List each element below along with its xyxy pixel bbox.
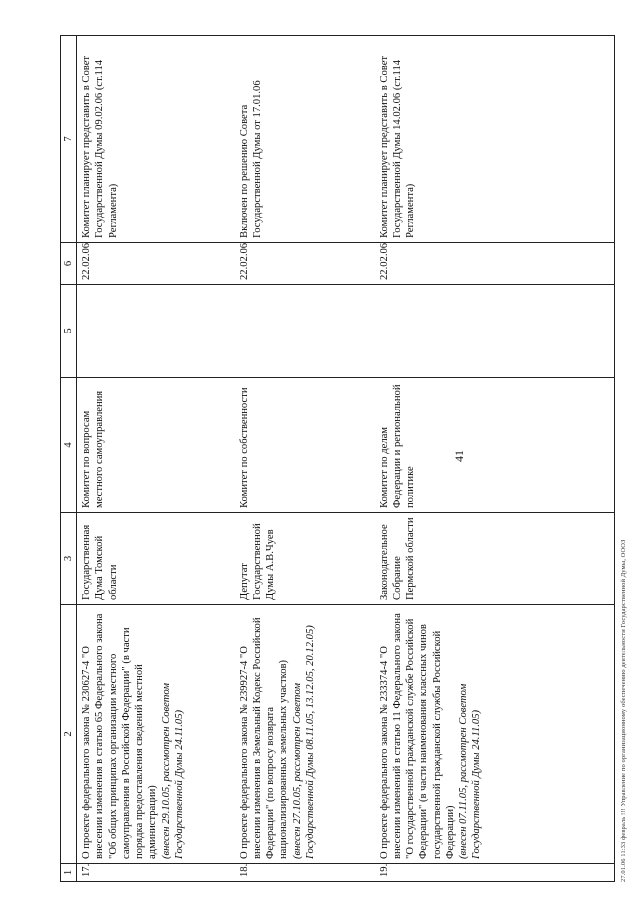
responsible-committee: Комитет по собственности [235, 378, 375, 513]
bill-author: Государственная Дума Томской области [77, 513, 235, 605]
column-5-cell [235, 285, 375, 378]
bill-cell [235, 605, 375, 864]
bill-description: О проекте федерального закона № 230627-4 "О внесении изменения в статью 65 Федерального закона "Об общих принципах организации местного самоуправления в Российской Федерации" (в части порядка предоставления сведений местной администрации) [81, 613, 159, 859]
row-number: 17. [77, 864, 235, 882]
column-5-cell [375, 285, 615, 378]
row-number: 18. [235, 864, 375, 882]
bill-note: (внесен 29.10.05, рассмотрен Советом Государственной Думы 24.11.05) [160, 683, 185, 859]
status-cell: Включен по решению Совета Государственной Думы от 17.01.06 [235, 36, 375, 243]
date-cell: 22.02.06 [375, 243, 615, 285]
page-footer: 27.01.06 11:33 февраль !!! Управление по организационному обеспечению деятельности Государственной Думы, ОООЗ [620, 539, 627, 882]
bill-note: (внесен 27.10.05, рассмотрен Советом Государственной Думы 08.11.05, 13.12.05, 20.12.05) [291, 625, 316, 859]
bill-cell [77, 605, 235, 864]
table-row [77, 36, 235, 882]
column-header-7: 7 [61, 36, 77, 243]
table-row [375, 36, 615, 882]
status-cell: Комитет планирует представить в Совет Государственной Думы 09.02.06 (ст.114 Регламента) [77, 36, 235, 243]
bills-table [60, 35, 615, 882]
bill-cell [375, 605, 615, 864]
column-header-1: 1 [61, 864, 77, 882]
page-number: 41 [452, 450, 466, 462]
row-number: 19. [375, 864, 615, 882]
column-header-6: 6 [61, 243, 77, 285]
header-row [61, 36, 77, 882]
responsible-committee: Комитет по вопросам местного самоуправления [77, 378, 235, 513]
bill-note: (внесен 07.11.05, рассмотрен Советом Государственной Думы 24.11.05) [458, 683, 483, 859]
date-cell: 22.02.06 [77, 243, 235, 285]
responsible-committee: Комитет по делам Федерации и региональной политике [375, 378, 615, 513]
column-5-cell [77, 285, 235, 378]
status-cell: Комитет планирует представить в Совет Государственной Думы 14.02.06 (ст.114 Регламента) [375, 36, 615, 243]
bill-author: Депутат Государственной Думы А.В.Чуев [235, 513, 375, 605]
column-header-4: 4 [61, 378, 77, 513]
bill-description: О проекте федерального закона № 233374-4 "О внесении изменений в статью 11 Федерального закона "О государственной гражданской службе Российской Федерации" (в части наименования классных чинов государственной гражданской службы Российской Федерации) [378, 613, 456, 859]
column-header-3: 3 [61, 513, 77, 605]
column-header-2: 2 [61, 605, 77, 864]
date-cell: 22.02.06 [235, 243, 375, 285]
bill-description: О проекте федерального закона № 239927-4 "О внесении изменения в Земельный Кодекс Российской Федерации" (по вопросу возврата национализированных земельных участков) [238, 617, 290, 859]
column-header-5: 5 [61, 285, 77, 378]
table-row [235, 36, 375, 882]
bill-author: Законодательное Собрание Пермской области [375, 513, 615, 605]
